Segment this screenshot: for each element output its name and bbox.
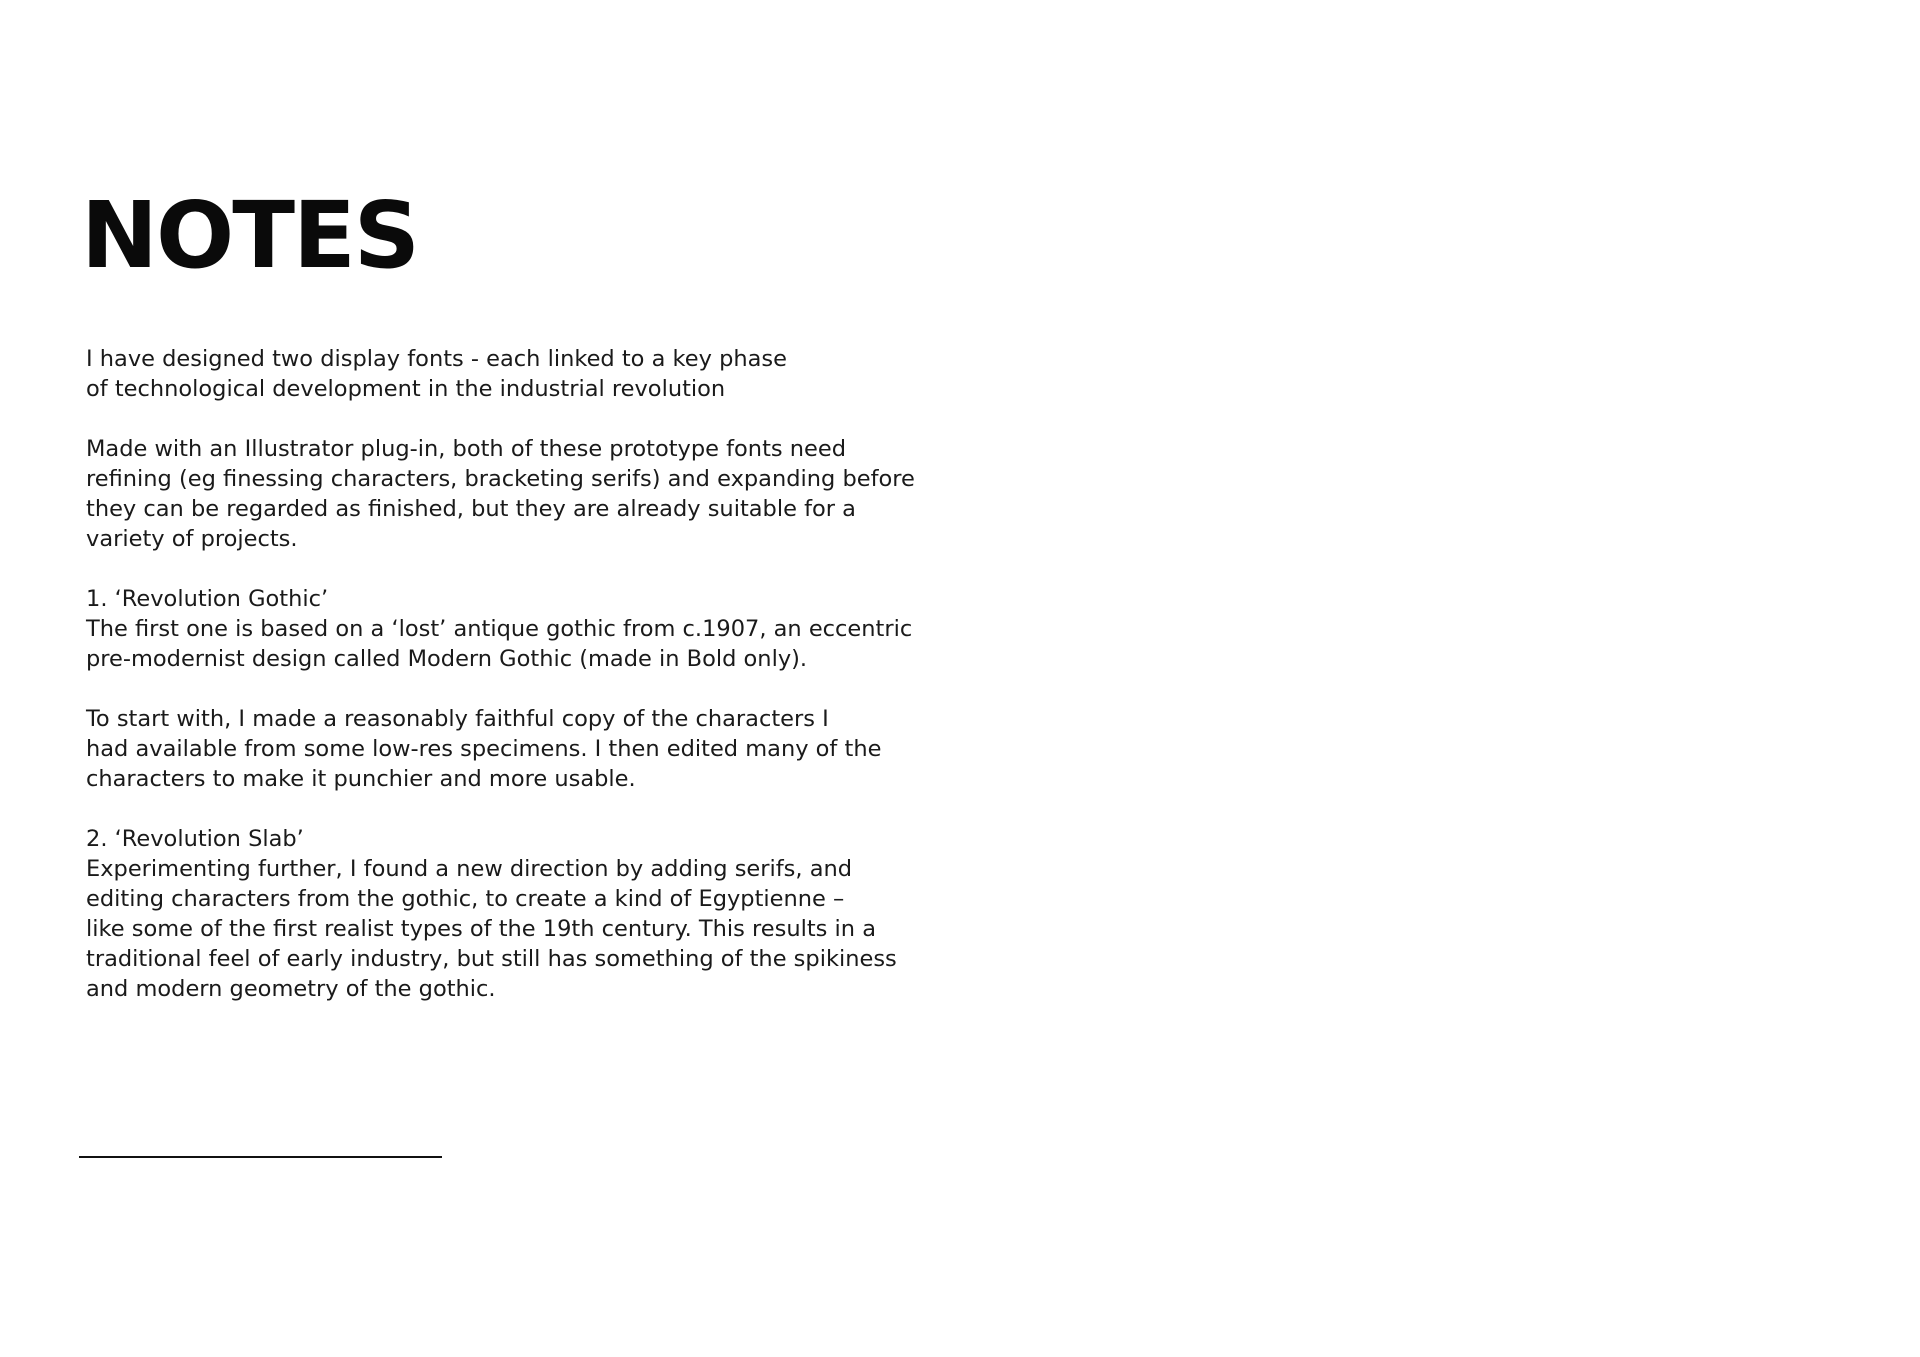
text-line: of technological development in the industrial revolution — [86, 376, 726, 402]
text-line: pre-modernist design called Modern Gothic (made in Bold only). — [86, 646, 808, 672]
text-line: variety of projects. — [86, 526, 298, 552]
divider-rule — [79, 1156, 442, 1158]
paragraph-copy-process — [86, 704, 966, 794]
text-line: Experimenting further, I found a new direction by adding serifs, and — [86, 856, 853, 882]
text-line: I have designed two display fonts - each linked to a key phase — [86, 346, 787, 372]
section-heading: 1. ‘Revolution Gothic’ — [86, 586, 329, 612]
text-line: had available from some low-res specimens. I then edited many of the — [86, 736, 882, 762]
text-line: and modern geometry of the gothic. — [86, 976, 496, 1002]
text-line: traditional feel of early industry, but still has something of the spikiness — [86, 946, 897, 972]
paragraph-revolution-gothic — [86, 584, 966, 674]
paragraph-prototype — [86, 434, 966, 554]
text-line: To start with, I made a reasonably faithful copy of the characters I — [86, 706, 829, 732]
text-line: refining (eg finessing characters, bracketing serifs) and expanding before — [86, 466, 915, 492]
text-line: editing characters from the gothic, to create a kind of Egyptienne – — [86, 886, 845, 912]
text-line: characters to make it punchier and more usable. — [86, 766, 636, 792]
paragraph-intro — [86, 344, 966, 404]
section-heading: 2. ‘Revolution Slab’ — [86, 826, 304, 852]
text-line: they can be regarded as finished, but they are already suitable for a — [86, 496, 856, 522]
paragraph-revolution-slab — [86, 824, 966, 1004]
text-line: The first one is based on a ‘lost’ antique gothic from c.1907, an eccentric — [86, 616, 913, 642]
notes-body — [86, 344, 966, 1034]
text-line: Made with an Illustrator plug-in, both of these prototype fonts need — [86, 436, 846, 462]
text-line: like some of the first realist types of the 19th century. This results in a — [86, 916, 876, 942]
page-title: NOTES — [81, 182, 419, 289]
